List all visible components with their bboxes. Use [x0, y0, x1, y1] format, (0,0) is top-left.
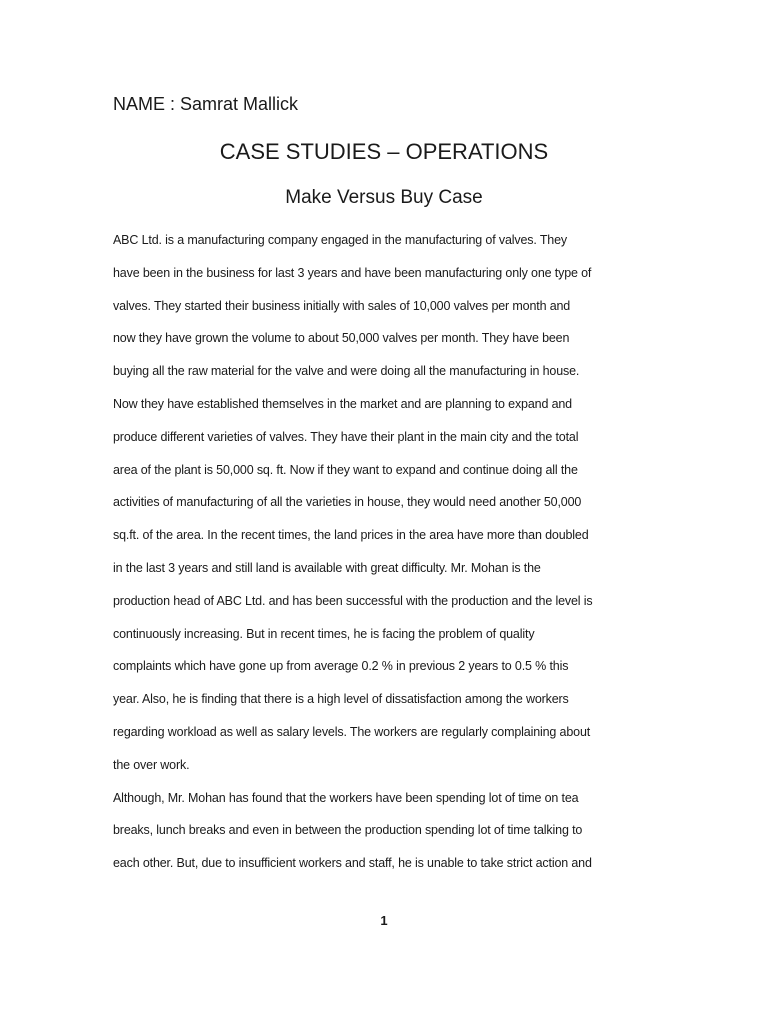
body-line: regarding workload as well as salary levels. The workers are regularly complaining about — [113, 724, 591, 739]
body-line: ABC Ltd. is a manufacturing company engaged in the manufacturing of valves. They — [113, 233, 568, 247]
body-line: produce different varieties of valves. They have their plant in the main city and the total — [113, 429, 579, 444]
case-subtitle: Make Versus Buy Case — [285, 187, 483, 208]
body-line: Now they have established themselves in the market and are planning to expand and — [113, 396, 572, 411]
document-title: CASE STUDIES – OPERATIONS — [219, 139, 549, 164]
author-name-line: NAME : Samrat Mallick — [113, 94, 299, 114]
body-line: area of the plant is 50,000 sq. ft. Now if they want to expand and continue doing all the — [113, 462, 578, 477]
body-line: activities of manufacturing of all the varieties in house, they would need another 50,000 — [113, 495, 582, 510]
body-line: breaks, lunch breaks and even in between the production spending lot of time talking to — [113, 823, 583, 838]
body-line: continuously increasing. But in recent times, he is facing the problem of quality — [113, 626, 535, 641]
page-number: 1 — [380, 913, 388, 928]
body-line: each other. But, due to insufficient workers and staff, he is unable to take strict action and — [113, 856, 592, 871]
body-line: now they have grown the volume to about 50,000 valves per month. They have been — [113, 331, 570, 346]
body-line: production head of ABC Ltd. and has been successful with the production and the level is — [113, 593, 593, 608]
body-line: sq.ft. of the area. In the recent times, the land prices in the area have more than doubled — [113, 528, 589, 543]
body-line: valves. They started their business initially with sales of 10,000 valves per month and — [113, 298, 571, 313]
body-line: in the last 3 years and still land is available with great difficulty. Mr. Mohan is the — [113, 560, 541, 575]
case-body-text — [113, 230, 643, 886]
body-line: Although, Mr. Mohan has found that the workers have been spending lot of time on tea — [113, 790, 579, 805]
body-line: have been in the business for last 3 years and have been manufacturing only one type of — [113, 265, 592, 280]
body-line: year. Also, he is finding that there is a high level of dissatisfaction among the workers — [113, 692, 569, 707]
body-line: buying all the raw material for the valve and were doing all the manufacturing in house. — [113, 364, 580, 379]
body-line: complaints which have gone up from average 0.2 % in previous 2 years to 0.5 % this — [113, 659, 569, 674]
body-line: the over work. — [113, 757, 190, 772]
